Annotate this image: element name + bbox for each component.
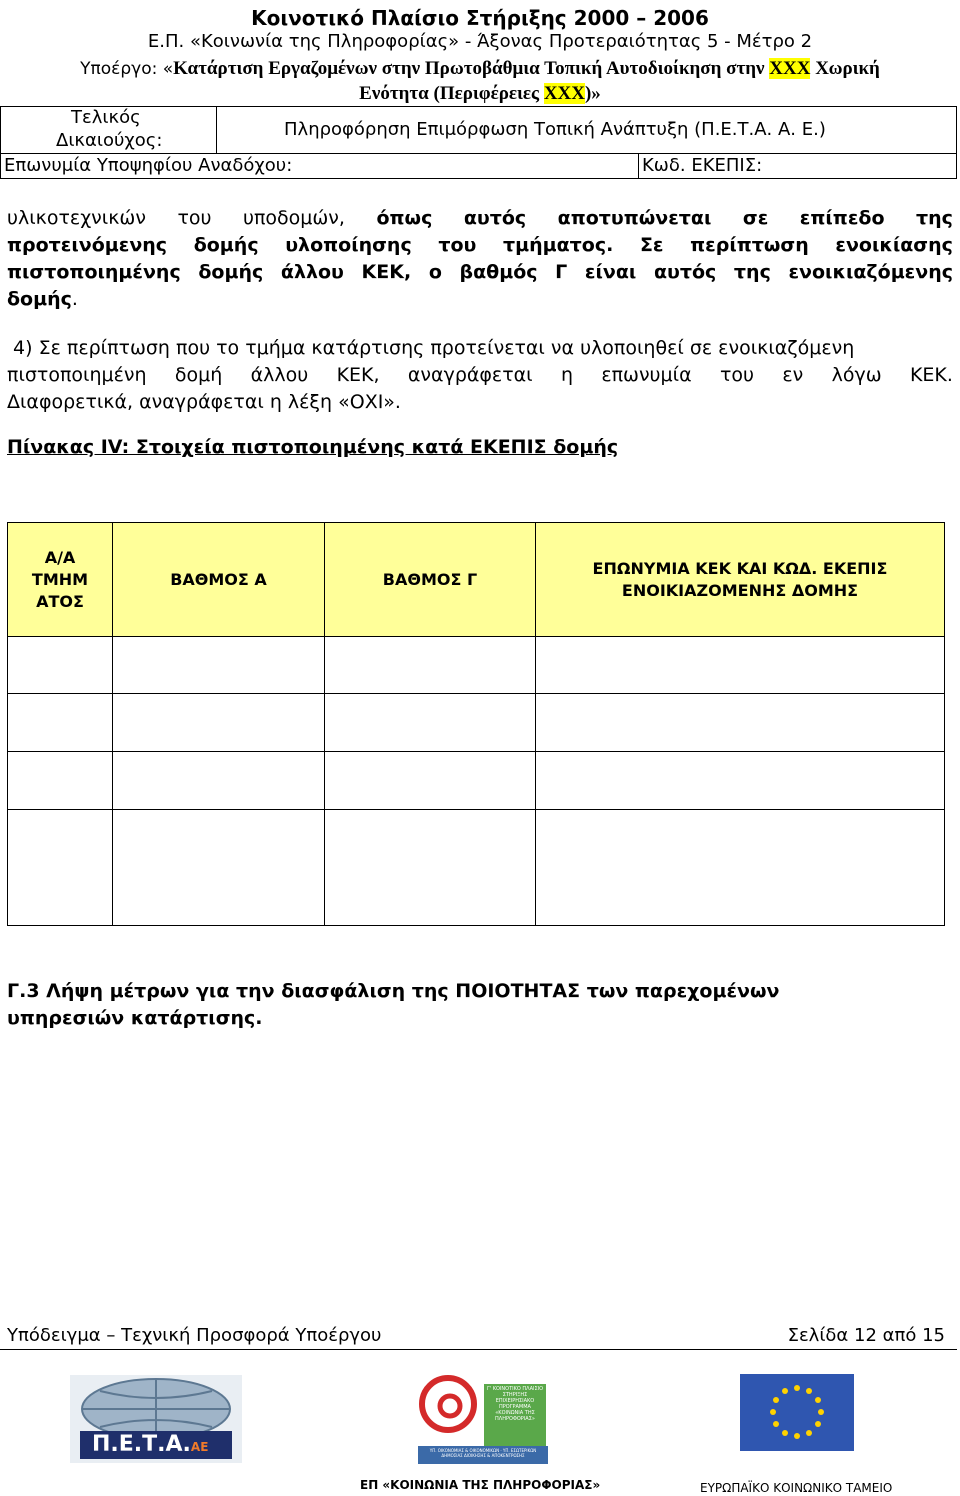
- table-header-cell: Α/Α ΤΜΗΜ ΑΤΟΣ: [7, 522, 113, 637]
- header-table-divider: [1, 153, 956, 154]
- word: προτεινόμενης: [7, 234, 168, 256]
- word: τμήματος.: [503, 234, 614, 256]
- table-cell: [324, 809, 536, 926]
- word: Σε: [639, 234, 664, 256]
- word: υλικοτεχνικών: [7, 207, 146, 229]
- word: του: [177, 207, 212, 229]
- peta-logo: [70, 1375, 242, 1463]
- word: όπως: [376, 207, 433, 229]
- section-heading-line: υπηρεσιών κατάρτισης.: [7, 1007, 263, 1029]
- word: της: [916, 207, 953, 229]
- infosoc-logo-subtext: ΥΠ. ΟΙΚΟΝΟΜΙΑΣ & ΟΙΚΟΝΟΜΙΚΩΝ · ΥΠ. ΕΣΩΤΕΡΙΚΩΝ ΔΗΜΟΣΙΑΣ ΔΙΟΙΚΗΣΗΣ & ΑΠΟΚΕΝΤΡΩΣΗΣ: [429, 1448, 537, 1458]
- word: αναγράφεται: [407, 364, 533, 386]
- table-cell: [535, 693, 945, 752]
- peta-logo-text: Π.Ε.Τ.Α.AE: [92, 1432, 209, 1457]
- section-heading: [7, 978, 927, 1032]
- beneficiary-label-1: Τελικός: [71, 107, 141, 128]
- table-cell: [112, 636, 325, 694]
- table-cell: [324, 693, 536, 752]
- paragraph-line: [7, 232, 953, 259]
- ekepis-structure-table: [7, 522, 945, 926]
- table-header-cell: ΕΠΩΝΥΜΙΑ ΚΕΚ ΚΑΙ ΚΩΔ. ΕΚΕΠΙΣ ΕΝΟΙΚΙΑΖΟΜΕΝΗΣ ΔΟΜΗΣ: [535, 522, 945, 637]
- region-main: Ενότητα (Περιφέρειες: [359, 83, 544, 104]
- paragraph-1: [7, 205, 953, 313]
- word: δομής: [7, 288, 72, 310]
- word: επωνυμία: [601, 364, 692, 386]
- word: πιστοποιημένης: [7, 261, 181, 283]
- word: λόγω: [831, 364, 882, 386]
- word: υποδομών,: [243, 207, 345, 229]
- paragraph-line: [7, 286, 953, 313]
- table-cell: [324, 636, 536, 694]
- table-cell: [535, 809, 945, 926]
- region-highlight: ΧΧΧ: [543, 83, 585, 104]
- word: ενοικίασης: [835, 234, 953, 256]
- word: Γ: [555, 261, 568, 283]
- subproject-line-2: [0, 83, 960, 105]
- word: άλλου: [250, 364, 309, 386]
- region-suffix: )»: [584, 83, 601, 104]
- word: δομής: [198, 261, 264, 283]
- word: πιστοποιημένη: [7, 364, 147, 386]
- table-cell: [535, 636, 945, 694]
- program-line: Ε.Π. «Κοινωνία της Πληροφορίας» - Άξονας Προτεραιότητας 5 - Μέτρο 2: [147, 31, 813, 52]
- word: υλοποίησης: [285, 234, 412, 256]
- word: είναι: [584, 261, 637, 283]
- word: βαθμός: [459, 261, 538, 283]
- word: του: [719, 364, 755, 386]
- header-table-vdivider: [216, 107, 217, 153]
- word: περίπτωση: [690, 234, 809, 256]
- header-info-table: [0, 106, 957, 179]
- word: ΚΕΚ.: [909, 364, 953, 386]
- paragraph-line: [7, 259, 953, 286]
- paragraph-line: Διαφορετικά, αναγράφεται η λέξη «ΟΧΙ».: [7, 391, 401, 413]
- table-cell: [112, 751, 325, 810]
- subproject-highlight: ΧΧΧ: [769, 58, 811, 79]
- word: σε: [742, 207, 769, 229]
- paragraph-line: [7, 362, 953, 389]
- eu-flag-icon: [740, 1374, 854, 1451]
- paragraph-line: [7, 205, 953, 232]
- eu-flag: [740, 1374, 854, 1451]
- table-cell: [324, 751, 536, 810]
- table-cell: [112, 809, 325, 926]
- beneficiary-label-2: Δικαιούχος:: [56, 130, 163, 151]
- contractor-label: Επωνυμία Υποψηφίου Αναδόχου:: [4, 155, 293, 176]
- word: ΚΕΚ,: [361, 261, 412, 283]
- word: αυτός: [653, 261, 717, 283]
- table-cell: [7, 636, 113, 694]
- table-title: Πίνακας IV: Στοιχεία πιστοποιημένης κατά ΕΚΕΠΙΣ δομής: [7, 436, 619, 458]
- beneficiary-value: Πληροφόρηση Επιμόρφωση Τοπική Ανάπτυξη (Π.Ε.Τ.Α. Α. Ε.): [284, 119, 826, 140]
- table-cell: [535, 751, 945, 810]
- word: ο: [428, 261, 442, 283]
- paragraph-2: [7, 335, 953, 416]
- word: αυτός: [463, 207, 527, 229]
- caption-infosoc-program: ΕΠ «ΚΟΙΝΩΝΙΑ ΤΗΣ ΠΛΗΡΟΦΟΡΙΑΣ»: [360, 1478, 601, 1492]
- table-cell: [112, 693, 325, 752]
- table-header-cell: ΒΑΘΜΟΣ Γ: [324, 522, 536, 637]
- word: επίπεδο: [799, 207, 885, 229]
- subproject-main: Κατάρτιση Εργαζομένων στην Πρωτοβάθμια Τοπική Αυτοδιοίκηση στην: [173, 58, 770, 79]
- footer-document-title: Υπόδειγμα – Τεχνική Προσφορά Υποέργου: [7, 1325, 382, 1346]
- table-cell: [7, 693, 113, 752]
- word: αποτυπώνεται: [557, 207, 712, 229]
- caption-esf: ΕΥΡΩΠΑΪΚΟ ΚΟΙΝΩΝΙΚΟ ΤΑΜΕΙΟ: [700, 1481, 893, 1495]
- word: ενοικιαζόμενης: [788, 261, 953, 283]
- ekepis-code-label: Κωδ. ΕΚΕΠΙΣ:: [642, 155, 763, 176]
- paragraph-line: 4) Σε περίπτωση που το τμήμα κατάρτισης προτείνεται να υλοποιηθεί σε ενοικιαζόμενη: [7, 337, 855, 359]
- word: άλλου: [280, 261, 344, 283]
- word: .: [71, 288, 78, 310]
- page-footer: [0, 1325, 957, 1350]
- section-heading-line: Γ.3 Λήψη μέτρων για την διασφάλιση της ΠΟΙΟΤΗΤΑΣ των παρεχομένων: [7, 980, 780, 1002]
- table-cell: [7, 751, 113, 810]
- word: της: [733, 261, 771, 283]
- word: δομή: [174, 364, 223, 386]
- framework-title: Κοινοτικό Πλαίσιο Στήριξης 2000 – 2006: [251, 6, 709, 30]
- word: ΚΕΚ,: [336, 364, 380, 386]
- word: η: [560, 364, 573, 386]
- table-cell: [7, 809, 113, 926]
- footer-page-number: Σελίδα 12 από 15: [787, 1325, 945, 1346]
- subproject-line: [0, 58, 960, 80]
- word: εν: [782, 364, 804, 386]
- header-table-vdivider-2: [638, 153, 639, 179]
- table-header-cell: ΒΑΘΜΟΣ Α: [112, 522, 325, 637]
- infosoc-logo-text: Γ' ΚΟΙΝΟΤΙΚΟ ΠΛΑΙΣΙΟ ΣΤΗΡΙΞΗΣ ΕΠΙΧΕΙΡΗΣΙΑΚΟ ΠΡΟΓΡΑΜΜΑ «ΚΟΙΝΩΝΙΑ ΤΗΣ ΠΛΗΡΟΦΟΡΙΑΣ»: [486, 1386, 544, 1422]
- subproject-suffix: Χωρική: [810, 58, 880, 79]
- infosoc-logo: [418, 1366, 548, 1464]
- word: δομής: [193, 234, 259, 256]
- subproject-prefix: Υποέργο: «: [80, 59, 174, 79]
- word: του: [438, 234, 477, 256]
